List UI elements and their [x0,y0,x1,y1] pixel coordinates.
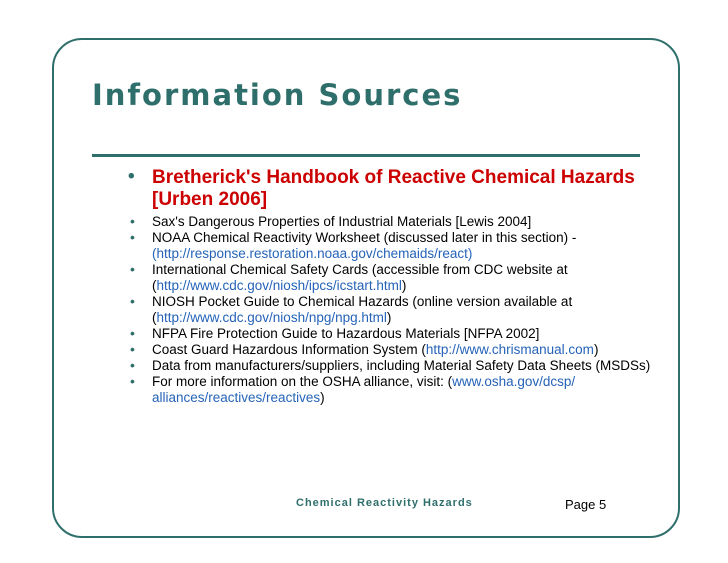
bullet-item [124,342,652,358]
bullet-text: Sax's Dangerous Properties of Industrial Materials [Lewis 2004] [152,214,532,229]
bullet-text: Data from manufacturers/suppliers, including Material Safety Data Sheets (MSDSs) [152,358,651,373]
bullet-item [124,167,652,211]
bullet-text: ) [593,342,599,357]
title-divider [92,154,640,157]
bullet-icon: • [128,166,135,187]
bullet-text: ) [386,310,392,325]
bullet-icon: • [130,229,135,245]
bullet-item [124,230,652,262]
chris-link[interactable]: http://www.chrismanual.com [425,342,594,357]
bullet-icon: • [130,213,135,229]
bullet-text: NIOSH Pocket Guide to Chemical Hazards (online version available at ( [152,294,573,325]
page-number: Page 5 [565,497,607,512]
bullet-item [124,326,652,342]
bullet-icon: • [130,325,135,341]
bullet-text: International Chemical Safety Cards (accessible from CDC website at ( [152,262,568,293]
bullet-text: ) [401,278,407,293]
footer-title: Chemical Reactivity Hazards [296,497,473,509]
bullet-list [124,167,652,406]
bullet-icon: • [130,341,135,357]
osha-link[interactable]: www.osha.gov/dcsp/ alliances/reactives/reactives [152,374,576,405]
bullet-text: ) [320,390,325,405]
bullet-item [124,262,652,294]
bullet-text: Bretherick's Handbook of Reactive Chemical Hazards [Urben 2006] [152,167,635,210]
bullet-item [124,294,652,326]
bullet-icon: • [130,261,135,277]
bullet-text: For more information on the OSHA alliance, visit: ( [152,374,453,389]
bullet-item [124,374,652,406]
bullet-text: Coast Guard Hazardous Information System ( [152,342,426,357]
bullet-icon: • [130,373,135,389]
bullet-icon: • [130,357,135,373]
bullet-item [124,214,652,230]
bullet-item [124,358,652,374]
bullet-text: NFPA Fire Protection Guide to Hazardous Materials [NFPA 2002] [152,326,540,341]
niosh-link[interactable]: http://www.cdc.gov/niosh/npg/npg.html [156,310,387,325]
bullet-text: NOAA Chemical Reactivity Worksheet (discussed later in this section) - [152,230,577,245]
icsc-link[interactable]: http://www.cdc.gov/niosh/ipcs/icstart.html [156,278,402,293]
bullet-icon: • [130,293,135,309]
noaa-link[interactable]: (http://response.restoration.noaa.gov/chemaids/react) [152,246,473,261]
slide-title: Information Sources [92,78,463,112]
